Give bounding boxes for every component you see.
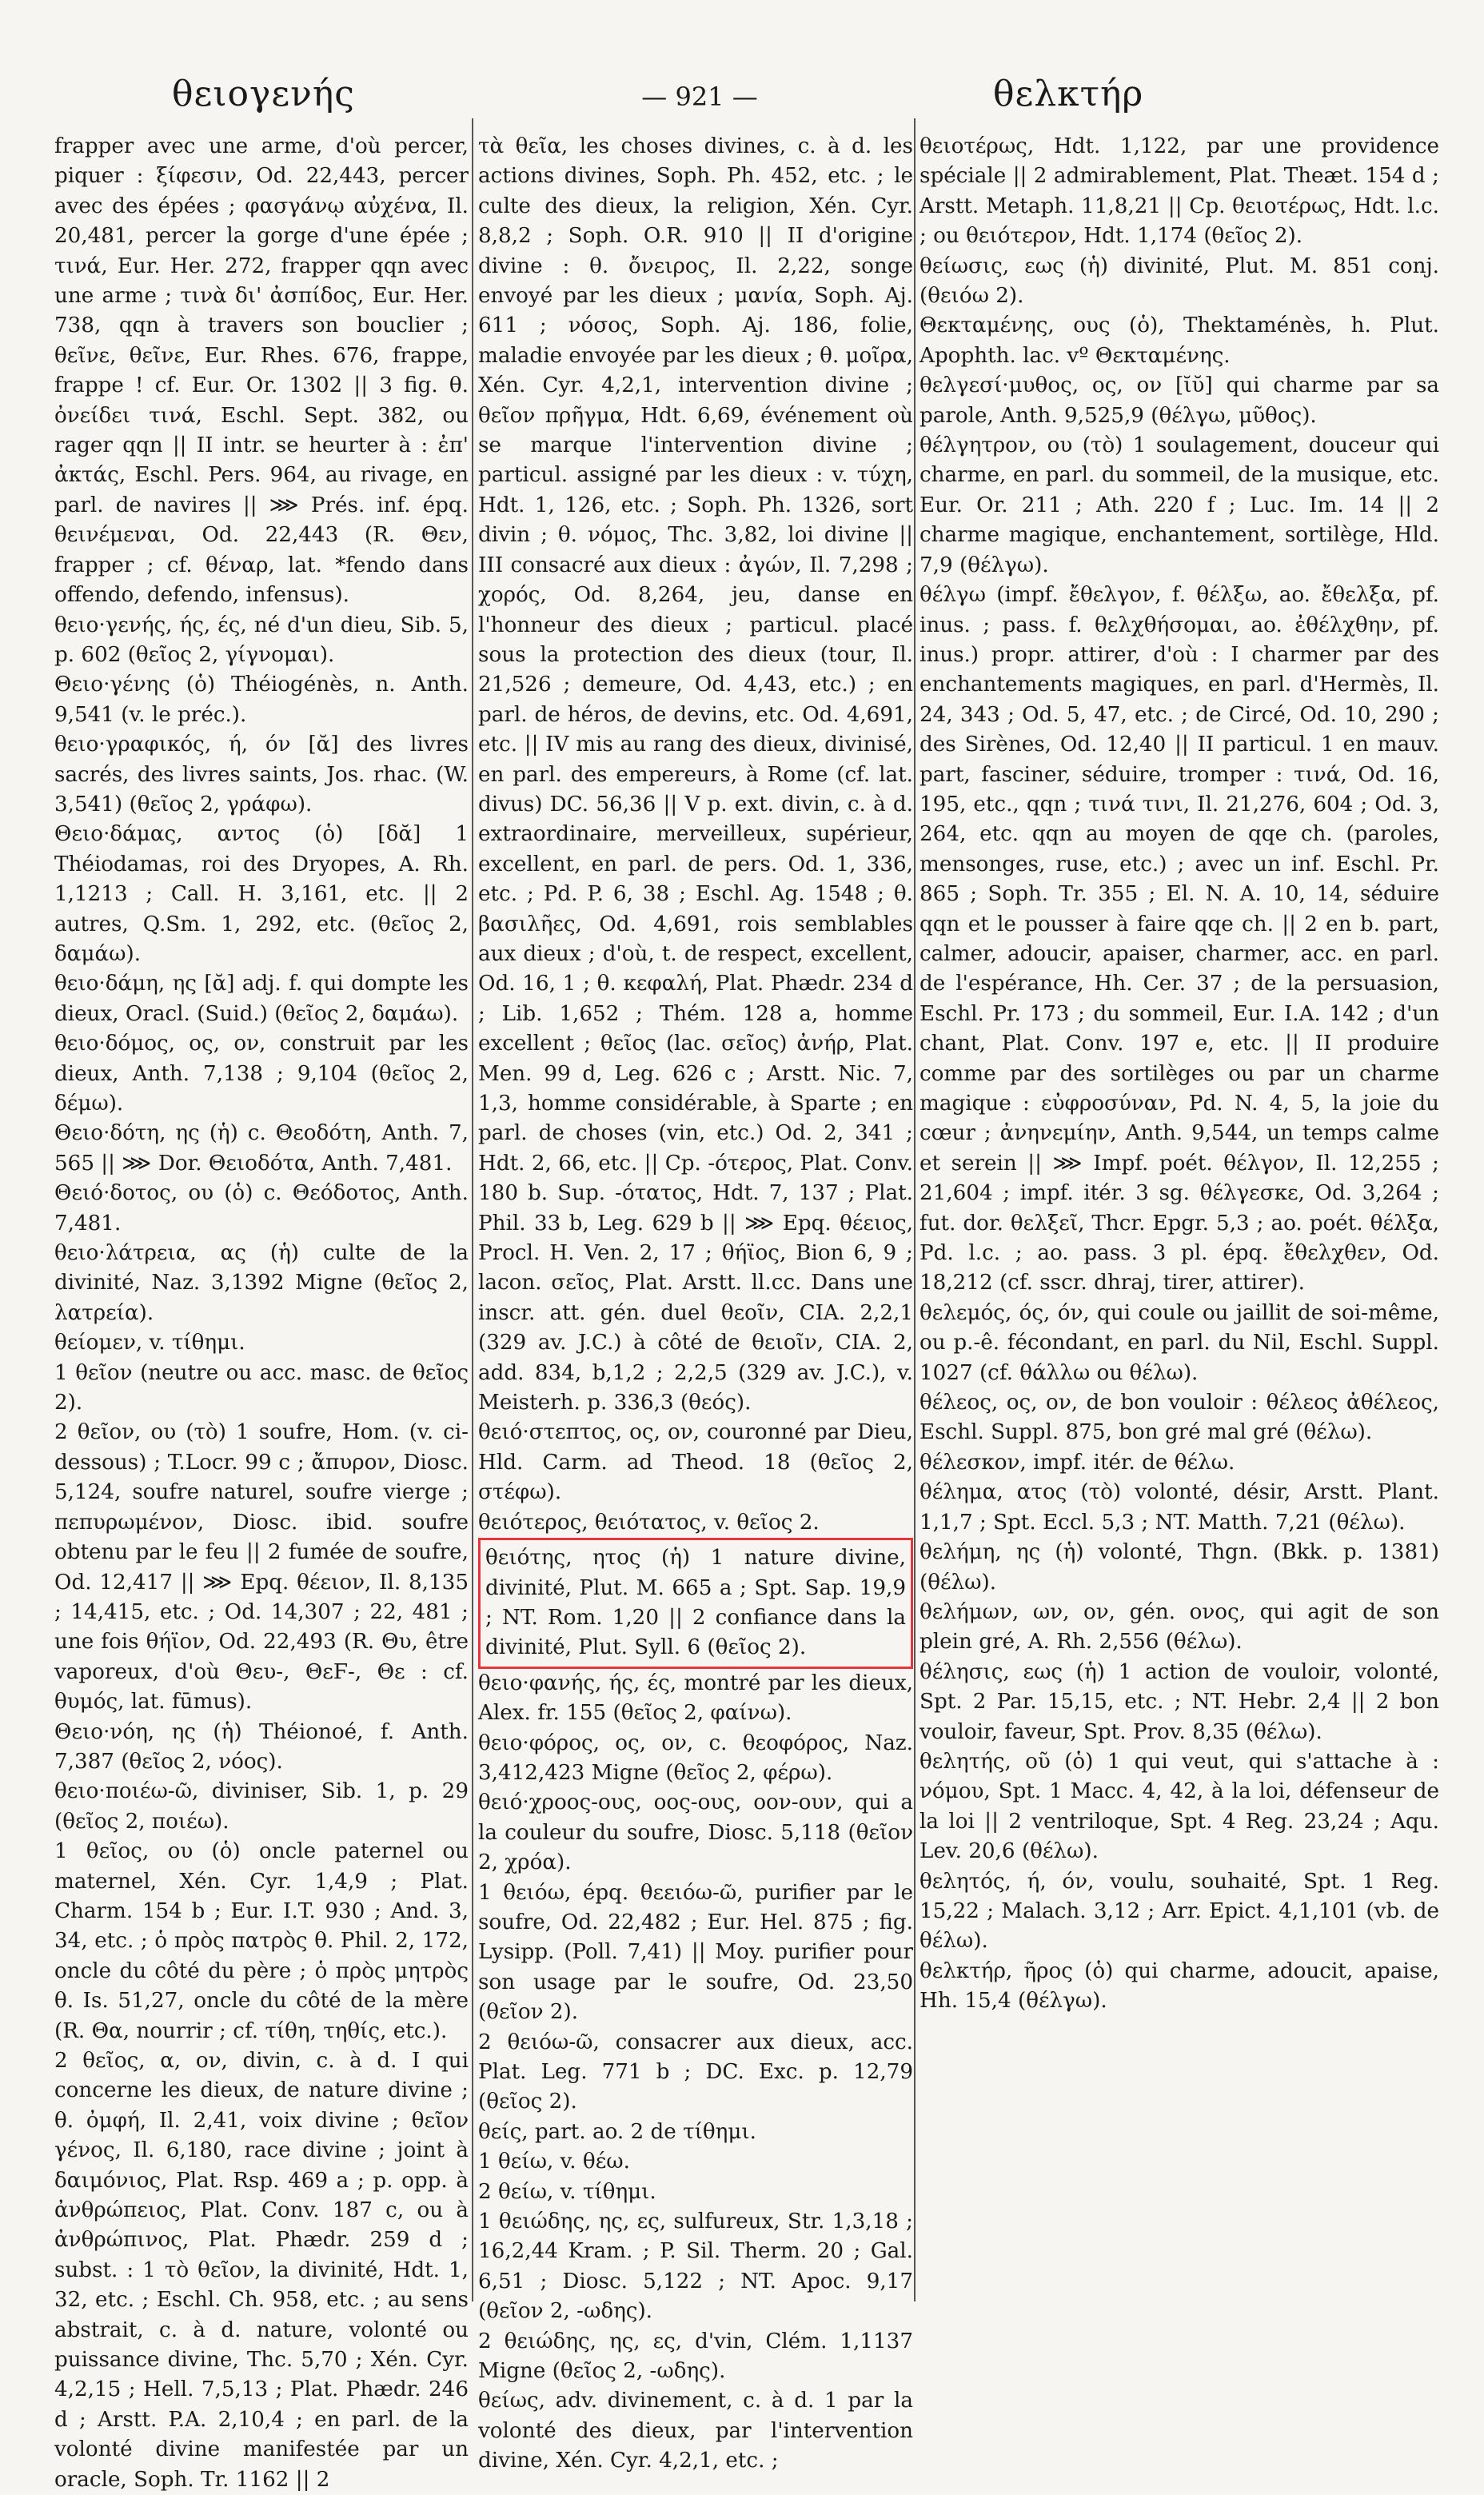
entry: θειο·γραφικός, ή, όν [ᾰ] des livres sacrés, des livres saints, Jos. rhac. (W. 3,541) (θεῖος 2, γράφω). bbox=[54, 733, 469, 816]
entry: 1 θείω, v. θέω. bbox=[478, 2150, 630, 2174]
entry: θείως, adv. divinement, c. à d. 1 par la volonté des dieux, par l'intervention divine, Xén. Cyr. 4,2,1, etc. ; bbox=[478, 2389, 913, 2473]
entry: θείς, part. ao. 2 de τίθημι. bbox=[478, 2119, 756, 2144]
entry: θελγεσί·μυθος, ος, ον [ῐῠ] qui charme par sa parole, Anth. 9,525,9 (θέλγω, μῦθος). bbox=[920, 373, 1439, 428]
entry: τὰ θεῖα, les choses divines, c. à d. les actions divines, Soph. Ph. 452, etc. ; le culte des dieux, la religion, Xén. Cyr. 8,8,2 ; Soph. O.R. 910 || II d'origine divine : θ. ὄνειρος, Il. 2,22, songe envoyé par les dieux ; μανία, Soph. Aj. 611 ; νόσος, Soph. Aj. 186, folie, maladie envoyée par les dieux ; θ. μοῖρα, Xén. Cyr. 4,2,1, intervention divine ; θεῖον πρῆγμα, Hdt. 6,69, événement où se marque l'intervention divine ; particul. assigné par les dieux : v. τύχη, Hdt. 1, 126, etc. ; Soph. Ph. 1326, sort divin ; θ. νόμος, Thc. 3,82, loi divine || III consacré aux dieux : ἀγών, Il. 7,298 ; χορός, Od. 8,264, jeu, danse en l'honneur des dieux ; particul. placé sous la protection des dieux (tour, Il. 21,526 ; demeure, Od. 4,43, etc.) ; en parl. de héros, de devins, etc. Od. 4,691, etc. || IV mis au rang des dieux, divinisé, en parl. des empereurs, à Rome (cf. lat. divus) DC. 56,36 || V p. ext. divin, c. à d. extraordinaire, merveilleux, supérieur, excellent, en parl. de pers. Od. 1, 336, etc. ; Pd. P. 6, 38 ; Eschl. Ag. 1548 ; θ. βασιλῆες, Od. 4,691, rois semblables aux dieux ; d'où, t. de respect, excellent, Od. 16, 1 ; θ. κεφαλή, Plat. Phædr. 234 d ; Lib. 1,652 ; Thém. 128 a, homme excellent ; θεῖος (lac. σεῖος) ἀνήρ, Plat. Men. 99 d, Leg. 626 c ; Arstt. Nic. 7, 1,3, homme considérable, à Sparte ; en parl. de choses (vin, etc.) Od. 2, 341 ; Hdt. 2, 66, etc. || Cp. -ότερος, Plat. Conv. 180 b. Sup. -ότατος, Hdt. 7, 137 ; Plat. Phil. 33 b, Leg. 629 b || ⋙ Epq. θέειος, Procl. H. Ven. 2, 17 ; θήϊος, Bion 6, 9 ; lacon. σεῖος, Plat. Arstt. ll.cc. Dans une inscr. att. gén. duel θεοῖν, CIA. 2,2,1 (329 av. J.C.) à côté de θειοῖν, CIA. 2, add. 834, b,1,2 ; 2,2,5 (329 av. J.C.), v. Meisterh. p. 336,3 (θεός). bbox=[478, 134, 913, 1415]
entry: Θειο·δάμας, αντος (ὁ) [δᾰ] 1 Théiodamas, roi des Dryopes, A. Rh. 1,1213 ; Call. H. 3,161, etc. || 2 autres, Q.Sm. 1, 292, etc. (θεῖος 2, δαμάω). bbox=[54, 822, 469, 966]
entry: θειο·δάμη, ης [ᾰ] adj. f. qui dompte les dieux, Oracl. (Suid.) (θεῖος 2, δαμάω). bbox=[54, 972, 469, 1026]
entry: 2 θειόω-ῶ, consacrer aux dieux, acc. Plat. Leg. 771 b ; DC. Exc. p. 12,79 (θεῖος 2). bbox=[478, 2030, 913, 2114]
entry: θειο·ποιέω-ῶ, diviniser, Sib. 1, p. 29 (θεῖος 2, ποιέω). bbox=[54, 1779, 469, 1834]
entry: 2 θεῖος, α, ον, divin, c. à d. I qui concerne les dieux, de nature divine ; θ. ὀμφή, Il. 2,41, voix divine ; θεῖον γένος, Il. 6,180, race divine ; joint à δαιμόνιος, Plat. Rsp. 469 a ; p. opp. à ἀνθρώπειος, Plat. Conv. 187 c, ou à ἀνθρώπινος, Plat. Phædr. 259 d ; subst. : 1 τὸ θεῖον, la divinité, Hdt. 1, 32, etc. ; Eschl. Ch. 958, etc. ; au sens abstrait, c. à d. nature, volonté ou puissance divine, Thc. 5,70 ; Xén. Cyr. 4,2,15 ; Hell. 7,5,13 ; Plat. Phædr. 246 d ; Arstt. P.A. 2,10,4 ; en parl. de la volonté divine manifestée par un oracle, Soph. Tr. 1162 || 2 bbox=[54, 2049, 469, 2492]
entry: θειο·λάτρεια, ας (ἡ) culte de la divinité, Naz. 3,1392 Migne (θεῖος 2, λατρεία). bbox=[54, 1241, 469, 1325]
header-left-guide-word: θειογενής bbox=[172, 74, 355, 114]
entry: θειοτέρως, Hdt. 1,122, par une providence spéciale || 2 admirablement, Plat. Theæt. 154 d ; Arstt. Metaph. 11,8,21 || Cp. θειοτέρως, Hdt. l.c. ; ou θειότερον, Hdt. 1,174 (θεῖος 2). bbox=[920, 134, 1439, 249]
entry: θειο·γενής, ής, ές, né d'un dieu, Sib. 5, p. 602 (θεῖος 2, γίγνομαι). bbox=[54, 613, 469, 667]
entry: 1 θεῖον (neutre ou acc. masc. de θεῖος 2). bbox=[54, 1360, 469, 1415]
entry: θέλγω (impf. ἔθελγον, f. θέλξω, ao. ἔθελξα, pf. inus. ; pass. f. θελχθήσομαι, ao. ἐθέλχθην, pf. inus.) propr. attirer, d'où : I charmer par des enchantements magiques, en parl. d'Hermès, Il. 24, 343 ; Od. 5, 47, etc. ; de Circé, Od. 10, 290 ; des Sirènes, Od. 12,40 || II particul. 1 en mauv. part, fasciner, séduire, tromper : τινά, Od. 16, 195, etc., qqn ; τινά τινι, Il. 21,276, 604 ; Od. 3, 264, etc. qqn au moyen de qqe ch. (paroles, mensonges, ruse, etc.) ; avec un inf. Eschl. Pr. 865 ; Soph. Tr. 355 ; El. N. A. 10, 14, séduire qqn et le pousser à faire qqe ch. || 2 en b. part, calmer, adoucir, apaiser, charmer, acc. en parl. de l'espérance, Hh. Cer. 37 ; de la persuasion, Eschl. Pr. 173 ; du sommeil, Eur. I.A. 142 ; d'un chant, Plat. Conv. 197 e, etc. || II produire comme par des sortilèges ou par un charme magique : εὐφροσύναν, Pd. N. 4, 5, la joie du cœur ; ἀνηνεμίην, Anth. 9,544, un temps calme et serein || ⋙ Impf. poét. θέλγον, Il. 12,255 ; 21,604 ; impf. itér. 3 sg. θέλγεσκε, Od. 3,264 ; fut. dor. θελξεῖ, Thcr. Epgr. 5,3 ; ao. poét. θέλξα, Pd. l.c. ; ao. pass. 3 pl. épq. ἔθελχθεν, Od. 18,212 (cf. sscr. dhraj, tirer, attirer). bbox=[920, 583, 1439, 1295]
entry: frapper avec une arme, d'où percer, piquer : ξίφεσιν, Od. 22,443, percer avec des épées ; φασγάνῳ αὐχένα, Il. 20,481, percer la gorge d'une épée ; τινά, Eur. Her. 272, frapper qqn avec une arme ; τινὰ δι' ἀσπίδος, Eur. Her. 738, qqn à travers son bouclier ; θεῖνε, θεῖνε, Eur. Rhes. 676, frappe, frappe ! cf. Eur. Or. 1302 || 3 fig. θ. ὀνείδει τινά, Eschl. Sept. 382, ou rager qqn || II intr. se heurter à : ἐπ' ἀκτάς, Eschl. Pers. 964, au rivage, en parl. de navires || ⋙ Prés. inf. épq. θεινέμεναι, Od. 22,443 (R. Θεν, frapper ; cf. θέναρ, lat. *fendo dans offendo, defendo, infensus). bbox=[54, 134, 469, 608]
entry: θειό·χροος-ους, οος-ους, οον-ουν, qui a la couleur du soufre, Diosc. 5,118 (θεῖον 2, χρόα). bbox=[478, 1790, 913, 1875]
entry: θέλγητρον, ου (τὸ) 1 soulagement, douceur qui charme, en parl. du sommeil, de la musique, etc. Eur. Or. 211 ; Ath. 220 f ; Luc. Im. 14 || 2 charme magique, enchantement, sortilège, Hld. 7,9 (θέλγω). bbox=[920, 433, 1439, 577]
entry: θελκτήρ, ῆρος (ὁ) qui charme, adoucit, apaise, Hh. 15,4 (θέλγω). bbox=[920, 1958, 1439, 2014]
entry: 1 θειώδης, ης, ες, sulfureux, Str. 1,3,18 ; 16,2,44 Kram. ; P. Sil. Therm. 20 ; Gal. 6,51 ; Diosc. 5,122 ; NT. Apoc. 9,17 (θεῖον 2, -ωδης). bbox=[478, 2210, 913, 2324]
entry: Θεκταμένης, ους (ὁ), Thektaménès, h. Plut. Apophth. lac. vº Θεκταμένης. bbox=[920, 313, 1439, 368]
entry: 1 θειόω, épq. θεειόω-ῶ, purifier par le soufre, Od. 22,482 ; Eur. Hel. 875 ; fig. Lysipp. (Poll. 7,41) || Moy. purifier pour son usage par le soufre, Od. 23,50 (θεῖον 2). bbox=[478, 1880, 913, 2025]
header-right-guide-word: θελκτήρ bbox=[993, 74, 1144, 114]
column-2 bbox=[478, 132, 913, 2473]
entry: θελεμός, ός, όν, qui coule ou jaillit de soi-même, ou p.-ê. fécondant, en parl. du Nil, Eschl. Suppl. 1027 (cf. θάλλω ou θέλω). bbox=[920, 1300, 1439, 1385]
column-3 bbox=[920, 132, 1439, 2291]
entry: θελήμων, ων, ον, gén. ονος, qui agit de son plein gré, A. Rh. 2,556 (θέλω). bbox=[920, 1599, 1439, 1655]
entry: Θειο·νόη, ης (ἡ) Théionoé, f. Anth. 7,387 (θεῖος 2, νόος). bbox=[54, 1719, 469, 1774]
entry: θειότερος, θειότατος, v. θεῖος 2. bbox=[478, 1510, 820, 1535]
entry: θελητής, οῦ (ὁ) 1 qui veut, qui s'attache à : νόμου, Spt. 1 Macc. 4, 42, à la loi, défenseur de la loi || 2 ventriloque, Spt. 4 Reg. 23,24 ; Aqu. Lev. 20,6 (θέλω). bbox=[920, 1749, 1439, 1864]
entry: θελητός, ή, όν, voulu, souhaité, Spt. 1 Reg. 15,22 ; Malach. 3,12 ; Arr. Epict. 4,1,101 (vb. de θέλω). bbox=[920, 1869, 1439, 1954]
page-number: — 921 — bbox=[641, 82, 758, 112]
entry: θέλημα, ατος (τὸ) volonté, désir, Arstt. Plant. 1,1,7 ; Spt. Eccl. 5,3 ; NT. Matth. 7,21 (θέλω). bbox=[920, 1480, 1439, 1535]
entry: θέλεσκον, impf. itér. de θέλω. bbox=[920, 1450, 1235, 1475]
entry: θέλεος, ος, ον, de bon vouloir : θέλεος ἀθέλεος, Eschl. Suppl. 875, bon gré mal gré (θέλω). bbox=[920, 1391, 1439, 1445]
entry: θέλησις, εως (ἡ) 1 action de vouloir, volonté, Spt. 2 Par. 15,15, etc. ; NT. Hebr. 2,4 || 2 bon vouloir, faveur, Spt. Prov. 8,35 (θέλω). bbox=[920, 1659, 1439, 1744]
column-rule-2 bbox=[914, 118, 916, 2301]
entry: 1 θεῖος, ου (ὁ) oncle paternel ou maternel, Xén. Cyr. 1,4,9 ; Plat. Charm. 154 b ; Eur. I.T. 930 ; And. 3, 34, etc. ; ὁ πρὸς πατρὸς θ. Phil. 2, 172, oncle du côté du père ; ὁ πρὸς μητρὸς θ. Is. 51,27, oncle du côté de la mère (R. Θα, nourrir ; cf. τίθη, τηθίς, etc.). bbox=[54, 1839, 469, 2043]
entry: θελήμη, ης (ἡ) volonté, Thgn. (Bkk. p. 1381) (θέλω). bbox=[920, 1540, 1439, 1595]
column-1 bbox=[54, 132, 469, 2492]
entry: Θειο·δότη, ης (ἡ) c. Θεοδότη, Anth. 7, 565 || ⋙ Dor. Θειοδότα, Anth. 7,481. bbox=[54, 1121, 469, 1176]
entry: Θειο·γένης (ὁ) Théiogénès, n. Anth. 9,541 (v. le préc.). bbox=[54, 673, 469, 727]
entry: θείομεν, v. τίθημι. bbox=[54, 1331, 245, 1355]
entry: θείωσις, εως (ἡ) divinité, Plut. M. 851 conj. (θειόω 2). bbox=[920, 253, 1439, 309]
entry: θειο·φανής, ής, ές, montré par les dieux, Alex. fr. 155 (θεῖος 2, φαίνω). bbox=[478, 1671, 913, 1726]
entry: 2 θείω, v. τίθημι. bbox=[478, 2179, 656, 2204]
entry: Θειό·δοτος, ου (ὁ) c. Θεόδοτος, Anth. 7,481. bbox=[54, 1181, 469, 1236]
entry: θειο·δόμος, ος, ον, construit par les dieux, Anth. 7,138 ; 9,104 (θεῖος 2, δέμω). bbox=[54, 1032, 469, 1116]
entry: 2 θειώδης, ης, ες, d'vin, Clém. 1,1137 Migne (θεῖος 2, -ωδης). bbox=[478, 2329, 913, 2384]
entry: θειό·στεπτος, ος, ον, couronné par Dieu, Hld. Carm. ad Theod. 18 (θεῖος 2, στέφω). bbox=[478, 1420, 913, 1505]
entry: θειο·φόρος, ος, ον, c. θεοφόρος, Naz. 3,412,423 Migne (θεῖος 2, φέρω). bbox=[478, 1731, 913, 1785]
column-rule-1 bbox=[472, 118, 473, 2301]
entry: 2 θεῖον, ου (τὸ) 1 soufre, Hom. (v. ci-dessous) ; T.Locr. 99 c ; ἄπυρον, Diosc. 5,124, soufre naturel, soufre vierge ; πεπυρωμένον, Diosc. ibid. soufre obtenu par le feu || 2 fumée de soufre, Od. 12,417 || ⋙ Epq. θέειον, Il. 8,135 ; 14,415, etc. ; Od. 14,307 ; 22, 481 ; une fois θήϊον, Od. 22,493 (R. Θυ, être vaporeux, d'où Θευ-, ΘεϜ-, Θε : cf. θυμός, lat. fūmus). bbox=[54, 1420, 469, 1715]
highlighted-entry: θειότης, ητος (ἡ) 1 nature divine, divinité, Plut. M. 665 a ; Spt. Sap. 19,9 ; NT. Rom. 1,20 || 2 confiance dans la divinité, Plut. Syll. 6 (θεῖος 2). bbox=[478, 1538, 913, 1669]
